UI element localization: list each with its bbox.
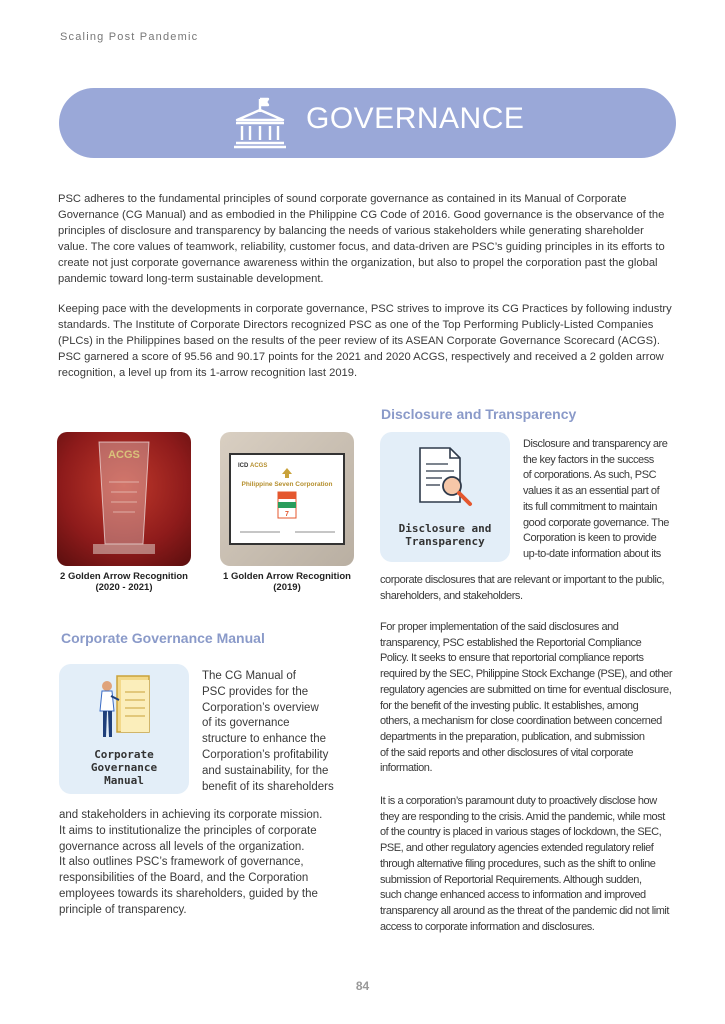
award-caption-years: (2020 - 2021) <box>95 582 153 593</box>
cert-org-icd: ICD <box>238 463 249 469</box>
disclosure-paragraph-1: corporate disclosures that are relevant or important to the public, shareholders, and stakeholders. <box>380 574 665 602</box>
award-caption-2 <box>213 571 361 593</box>
cert-company: Philippine Seven Corporation <box>241 481 333 488</box>
trophy-photo <box>57 432 191 566</box>
cg-manual-card <box>59 664 189 794</box>
disclosure-card <box>380 432 510 562</box>
cg-manual-side-text: The CG Manual of PSC provides for the Corporation’s overview of its governance structure to enhance the Corporation’s profitability and sustainability, for the benefit of its shareholders <box>202 670 334 793</box>
intro-paragraph-2: Keeping pace with the developments in corporate governance, PSC strives to improve its CG Practices by following industry standards. The Institute of Corporate Directors recognized PSC as one of the Top Performing Publicly-Listed Companies (PLCs) in the Philippines based on the results of the peer review of its ASEAN Corporate Governance Scorecard (ACGS). PSC garnered a score of 95.56 and 90.17 points for the 2021 and 2020 ACGS, respectively and received a 2 golden arrow recognition, a level up from its 1-arrow recognition last 2019. <box>58 303 672 379</box>
award-caption-years: (2019) <box>273 582 301 593</box>
manual-reader-icon <box>89 670 159 744</box>
government-building-icon <box>232 96 288 150</box>
award-caption-title: 2 Golden Arrow Recognition <box>60 571 188 582</box>
cg-manual-card-label: Corporate Governance Manual <box>90 748 158 787</box>
cg-manual-heading: Corporate Governance Manual <box>61 630 265 646</box>
section-title: GOVERNANCE <box>306 102 525 135</box>
disclosure-paragraph-3: It is a corporation’s paramount duty to proactively disclose how they are responding to the crisis. Amid the pandemic, while most of the country is placed in various stages of lockdown, the SEC, PSE, and other regulatory agencies extended regulatory relief through alternative filing procedures, such as the shift to online submission of Reportorial Requirements. Although sudden, such change enhanced access to information and improved transparency all around as the threat of the pandemic did not limit access to corporate information and disclosures. <box>380 795 670 933</box>
award-caption-1 <box>50 571 198 593</box>
cert-org-acgs: ACGS <box>250 463 268 469</box>
certificate-photo <box>220 432 354 566</box>
intro-paragraph-1: PSC adheres to the fundamental principles of sound corporate governance as contained in its Manual of Corporate Governance (CG Manual) and as embodied in the Philippine CG Code of 2016. Good governance is the observance of the principles of disclosure and transparency by balancing the needs of various stakeholders while generating shareholder value. The core values of teamwork, reliability, customer focus, and data-driven are PSC’s guiding principles in its efforts to create not just corporate governance awareness within the organization, but also to propel the corporation past the global pandemic toward long-term sustainable development. <box>58 193 665 285</box>
trophy-label: ACGS <box>108 449 140 461</box>
page-number: 84 <box>355 979 370 993</box>
running-head: Scaling Post Pandemic <box>60 31 199 43</box>
cg-manual-body-text: and stakeholders in achieving its corporate mission. It aims to institutionalize the principles of corporate governance across all levels of the organization. It also outlines PSC’s framework of governance, responsibilities of the Board, and the Corporation employees towards its shareholders, guided by the principle of transparency. <box>59 809 323 916</box>
disclosure-side-text: Disclosure and transparency are the key factors in the success of corporations. As such, PSC values it as an essential part of its full commitment to maintain good corporate governance. The Corporation is keen to provide up-to-date information about its <box>523 438 669 560</box>
disclosure-heading: Disclosure and Transparency <box>381 406 577 422</box>
disclosure-card-label: Disclosure and Transparency <box>398 522 492 548</box>
document-magnifier-icon <box>412 442 478 508</box>
svg-text:7: 7 <box>285 511 289 518</box>
disclosure-paragraph-2: For proper implementation of the said disclosures and transparency, PSC established the Reportorial Compliance Policy. It seeks to ensure that reportorial compliance reports required by the SEC, Philippine Stock Exchange (PSE), and other regulatory agencies are submitted on time for eventual disclosure, for the benefit of the investing public. It establishes, among others, a mechanism for close coordination between concerned departments in the preparation, publication, and submission of the said reports and other disclosures of vital corporate information. <box>380 621 673 775</box>
award-caption-title: 1 Golden Arrow Recognition <box>223 571 351 582</box>
